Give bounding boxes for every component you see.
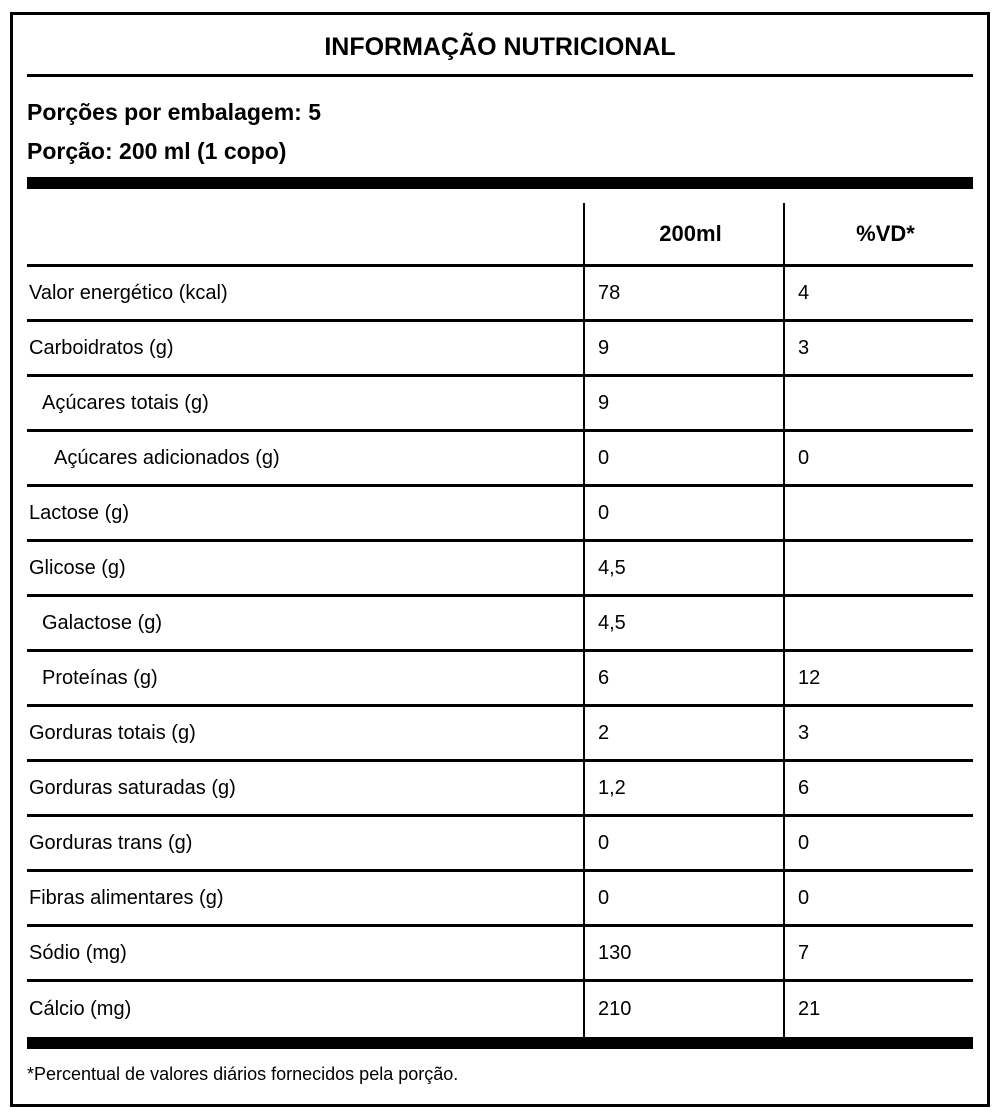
amount-value: 6 (583, 652, 783, 707)
footnote: *Percentual de valores diários fornecidos pela porção. (27, 1064, 459, 1085)
servings-per-package: Porções por embalagem: 5 (27, 99, 321, 125)
dv-value (783, 377, 973, 432)
nutrient-name: Glicose (g) (27, 542, 583, 597)
dv-value: 0 (783, 817, 973, 872)
nutrition-label (10, 12, 990, 1107)
thick-divider-top (27, 177, 973, 189)
dv-value: 7 (783, 927, 973, 982)
dv-value (783, 542, 973, 597)
amount-value: 2 (583, 707, 783, 762)
amount-value: 9 (583, 377, 783, 432)
dv-value (783, 597, 973, 652)
dv-value: 3 (783, 707, 973, 762)
nutrient-name: Gorduras saturadas (g) (27, 762, 583, 817)
amount-value: 78 (583, 267, 783, 322)
nutrient-name: Proteínas (g) (27, 652, 583, 707)
amount-value: 130 (583, 927, 783, 982)
dv-value: 3 (783, 322, 973, 377)
amount-value: 0 (583, 487, 783, 542)
nutrient-name: Valor energético (kcal) (27, 267, 583, 322)
amount-value: 9 (583, 322, 783, 377)
nutrient-name: Açúcares totais (g) (27, 377, 583, 432)
nutrient-name: Gorduras trans (g) (27, 817, 583, 872)
nutrition-table (27, 203, 973, 1037)
dv-value: 4 (783, 267, 973, 322)
nutrient-name: Sódio (mg) (27, 927, 583, 982)
amount-value: 0 (583, 432, 783, 487)
dv-value: 0 (783, 872, 973, 927)
nutrient-name: Fibras alimentares (g) (27, 872, 583, 927)
nutrient-name: Carboidratos (g) (27, 322, 583, 377)
amount-value: 0 (583, 872, 783, 927)
dv-value (783, 487, 973, 542)
nutrient-name: Galactose (g) (27, 597, 583, 652)
nutrient-name: Açúcares adicionados (g) (27, 432, 583, 487)
dv-value: 0 (783, 432, 973, 487)
dv-value: 12 (783, 652, 973, 707)
amount-value: 1,2 (583, 762, 783, 817)
nutrient-name: Cálcio (mg) (27, 982, 583, 1037)
amount-value: 0 (583, 817, 783, 872)
label-title: INFORMAÇÃO NUTRICIONAL (324, 33, 676, 61)
title-divider (27, 74, 973, 77)
thick-divider-bottom (27, 1037, 973, 1049)
amount-value: 210 (583, 982, 783, 1037)
dv-value: 6 (783, 762, 973, 817)
nutrient-name: Lactose (g) (27, 487, 583, 542)
nutrient-column-header (27, 203, 583, 267)
amount-value: 4,5 (583, 597, 783, 652)
dv-column-header: %VD* (783, 203, 973, 267)
dv-value: 21 (783, 982, 973, 1037)
amount-column-header: 200ml (583, 203, 783, 267)
nutrient-name: Gorduras totais (g) (27, 707, 583, 762)
serving-size: Porção: 200 ml (1 copo) (27, 137, 287, 164)
amount-value: 4,5 (583, 542, 783, 597)
